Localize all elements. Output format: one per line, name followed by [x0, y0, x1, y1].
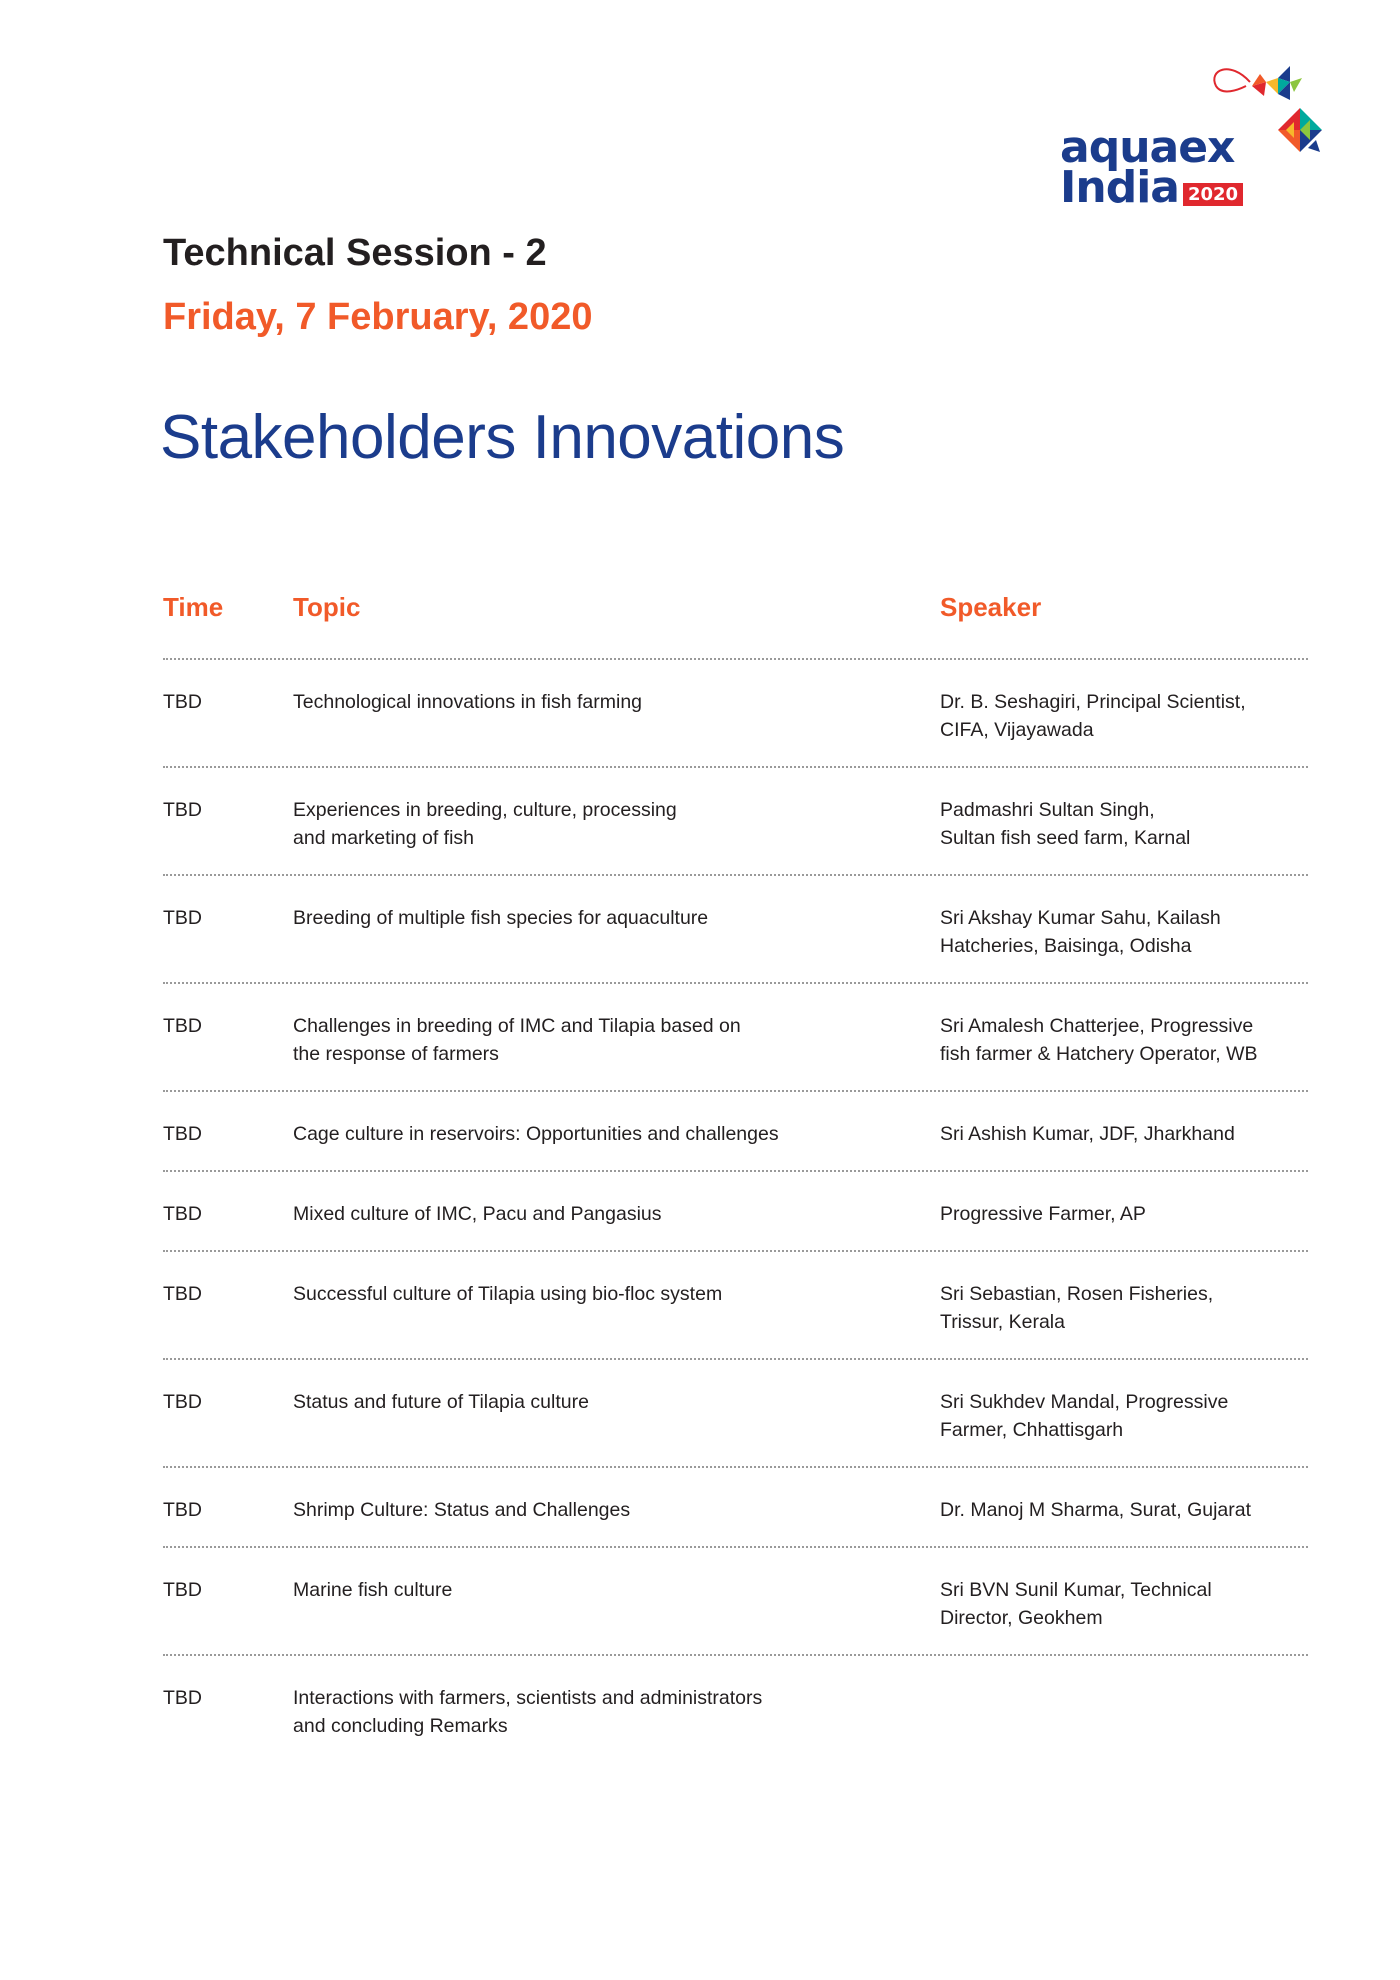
row-topic-line: and concluding Remarks — [293, 1715, 508, 1737]
row-time: TBD — [163, 1015, 202, 1037]
table-row — [163, 1466, 1308, 1546]
row-time: TBD — [163, 1391, 202, 1413]
table-row — [163, 982, 1308, 1090]
row-speaker-line: Dr. Manoj M Sharma, Surat, Gujarat — [940, 1499, 1252, 1521]
row-time: TBD — [163, 907, 202, 929]
schedule-table — [163, 592, 1308, 1762]
table-row — [163, 1250, 1308, 1358]
table-row — [163, 1358, 1308, 1466]
row-speaker-line: Farmer, Chhattisgarh — [940, 1419, 1124, 1441]
row-time: TBD — [163, 1203, 202, 1225]
row-speaker — [940, 1576, 1310, 1632]
row-topic-line: Successful culture of Tilapia using bio-floc system — [293, 1283, 723, 1305]
row-speaker — [940, 1120, 1310, 1148]
row-time: TBD — [163, 1499, 202, 1521]
row-time: TBD — [163, 1283, 202, 1305]
row-speaker — [940, 796, 1310, 852]
row-topic — [293, 688, 893, 716]
column-header-time: Time — [163, 592, 224, 622]
row-topic — [293, 1496, 893, 1524]
row-topic — [293, 1280, 893, 1308]
row-speaker-line: CIFA, Vijayawada — [940, 719, 1094, 741]
row-time: TBD — [163, 691, 202, 713]
table-header — [163, 592, 1308, 658]
row-time: TBD — [163, 1579, 202, 1601]
table-body — [163, 658, 1308, 1762]
row-topic-line: Marine fish culture — [293, 1579, 453, 1601]
session-title: Technical Session - 2 — [163, 232, 547, 274]
table-row — [163, 1170, 1308, 1250]
row-speaker — [940, 1280, 1310, 1336]
row-topic-line: Interactions with farmers, scientists and administrators — [293, 1687, 763, 1709]
table-row — [163, 658, 1308, 766]
row-topic-line: Breeding of multiple fish species for aquaculture — [293, 907, 709, 929]
row-time: TBD — [163, 1123, 202, 1145]
row-topic-line: the response of farmers — [293, 1043, 499, 1065]
row-topic — [293, 904, 893, 932]
row-speaker-line: Trissur, Kerala — [940, 1311, 1065, 1333]
row-speaker-line: Sri Sukhdev Mandal, Progressive — [940, 1391, 1229, 1413]
row-topic — [293, 1576, 893, 1604]
column-header-topic: Topic — [293, 592, 361, 622]
logo-word-india: India — [1060, 162, 1179, 213]
row-speaker — [940, 688, 1310, 744]
row-topic-line: Experiences in breeding, culture, processing — [293, 799, 677, 821]
table-row — [163, 1654, 1308, 1762]
row-topic-line: Shrimp Culture: Status and Challenges — [293, 1499, 631, 1521]
row-speaker — [940, 1012, 1310, 1068]
row-speaker-line: Sri BVN Sunil Kumar, Technical — [940, 1579, 1212, 1601]
logo-word-aquaex: aquaex — [1060, 122, 1235, 173]
row-speaker — [940, 1388, 1310, 1444]
row-speaker-line: Sri Ashish Kumar, JDF, Jharkhand — [940, 1123, 1235, 1145]
table-row — [163, 874, 1308, 982]
row-topic-line: Challenges in breeding of IMC and Tilapia based on — [293, 1015, 741, 1037]
row-speaker-line: Progressive Farmer, AP — [940, 1203, 1146, 1225]
row-speaker-line: Sri Sebastian, Rosen Fisheries, — [940, 1283, 1214, 1305]
row-topic — [293, 1120, 893, 1148]
row-speaker — [940, 1200, 1310, 1228]
table-row — [163, 766, 1308, 874]
row-time: TBD — [163, 799, 202, 821]
row-topic-line: Status and future of Tilapia culture — [293, 1391, 589, 1413]
row-time: TBD — [163, 1687, 202, 1709]
table-row — [163, 1090, 1308, 1170]
row-topic-line: Technological innovations in fish farming — [293, 691, 643, 713]
row-speaker-line: fish farmer & Hatchery Operator, WB — [940, 1043, 1258, 1065]
page-title: Stakeholders Innovations — [160, 403, 845, 472]
row-speaker-line: Sri Akshay Kumar Sahu, Kailash — [940, 907, 1221, 929]
row-topic — [293, 1388, 893, 1416]
row-speaker-line: Sri Amalesh Chatterjee, Progressive — [940, 1015, 1254, 1037]
row-topic — [293, 1200, 893, 1228]
logo-wordmark — [1060, 122, 1243, 213]
column-header-speaker: Speaker — [940, 592, 1042, 622]
table-row — [163, 1546, 1308, 1654]
row-speaker-line: Dr. B. Seshagiri, Principal Scientist, — [940, 691, 1246, 713]
session-date: Friday, 7 February, 2020 — [163, 296, 593, 338]
logo-year-badge: 2020 — [1183, 183, 1243, 206]
row-topic — [293, 1684, 893, 1740]
row-speaker — [940, 904, 1310, 960]
row-speaker-line: Padmashri Sultan Singh, — [940, 799, 1155, 821]
row-speaker-line: Hatcheries, Baisinga, Odisha — [940, 935, 1192, 957]
row-speaker — [940, 1496, 1310, 1524]
row-topic-line: Mixed culture of IMC, Pacu and Pangasius — [293, 1203, 662, 1225]
row-topic-line: and marketing of fish — [293, 827, 475, 849]
row-speaker-line: Sultan fish seed farm, Karnal — [940, 827, 1191, 849]
aquaex-india-logo — [1060, 60, 1330, 213]
row-topic-line: Cage culture in reservoirs: Opportunities and challenges — [293, 1123, 779, 1145]
row-topic — [293, 1012, 893, 1068]
row-topic — [293, 796, 893, 852]
row-speaker-line: Director, Geokhem — [940, 1607, 1103, 1629]
